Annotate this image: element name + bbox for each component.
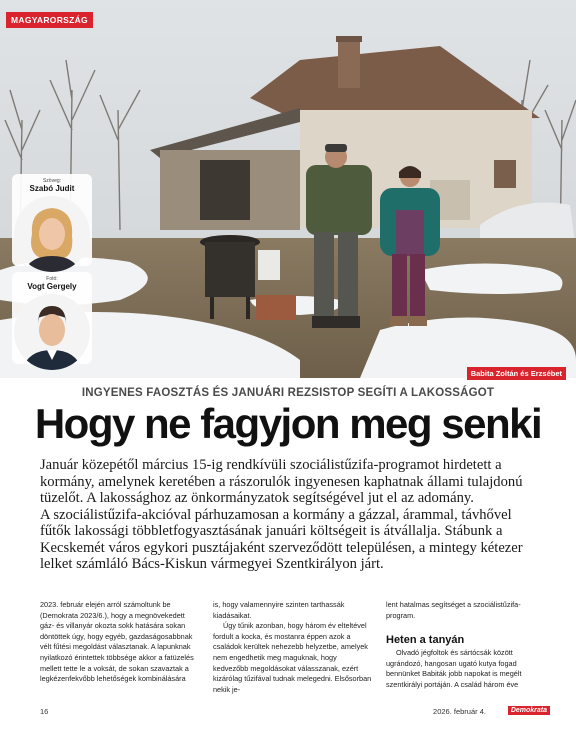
section-subhead: Heten a tanyán [386, 634, 465, 647]
author-writer [14, 178, 90, 272]
portrait-image [14, 196, 90, 272]
author-role: Szöveg: [42, 178, 62, 184]
lead-part: A szociálistűzifa-akcióval párhuzamosan a kormány a gázzal, árammal, távhővel fűtők lakossági többletfogyasztásának januári költségeit is átvállalja. Stábunk a Kecskemét város egykori pusztájaként szerveződött településen, a mintegy kétezer lelket számláló Bács-Kiskun vármegyei Szentkirályon járt. [40, 506, 523, 572]
section-tag: MAGYARORSZÁG [6, 12, 93, 28]
author-portrait [14, 196, 90, 272]
magazine-logo: Demokrata [508, 706, 550, 715]
body-column-2 [213, 600, 373, 695]
lead-paragraph [40, 457, 540, 573]
author-role: Fotó: [46, 276, 58, 282]
lead-part: Január közepétől március 15-ig rendkívüli szociálistűzifa-programot hirdetett a kormány, amelynek keretében a rászorulók ingyenesen kaphatnak állami tulajdonú tüzelőt. A lakossághoz az önkormányzatok segítségével jut el az adomány. [40, 457, 523, 506]
body-column-3 [386, 600, 546, 691]
issue-date: 2026. február 4. [433, 707, 486, 716]
author-name: Vogt Gergely [27, 282, 77, 291]
page-number: 16 [40, 707, 49, 716]
author-portrait [14, 294, 90, 370]
body-text: 2023. február elején arról számoltunk be (Demokrata 2023/6.), hogy a megnövekedett gáz- és villanyár okozta sokk hatására sokan döntöttek úgy, hogy egyéb, gazdaságosabbnak vélt fűtési megoldást választanak. A lapunknak nyilatkozó érintettek többsége akkor a fatüzelés mellett tette le a voksát, de sokan szavaztak a legkézenfekvőbb lehetőségek kombinálására [40, 600, 194, 684]
body-text: Úgy tűnik azonban, hogy három év elteltével fordult a kocka, és mostanra éppen azok a családok kerültek nehezebb helyzetbe, amelyek nem engedhetik meg maguknak, hogy kedvezőbb megoldásokat válasszanak, ezért kizárólag tűzifával tudnak melegedni. Elsősorban nekik je- [213, 621, 372, 694]
body-text: is, hogy valamennyire szinten tarthassák kiadásaikat. [213, 600, 345, 620]
body-columns [40, 600, 550, 700]
portrait-image [14, 294, 90, 370]
kicker: INGYENES FAOSZTÁS ÉS JANUÁRI REZSISTOP SEGÍTI A LAKOSSÁGOT [81, 387, 495, 399]
body-text: Olvadó jégfoltok és sártócsák között ugrándozó, hangosan ugató kutya fogad bennünket Babiták jobb napokat is megélt szentkirályi portáján. A család három éve [386, 648, 522, 689]
author-name: Szabó Judit [29, 184, 75, 193]
author-photographer [14, 276, 90, 370]
body-text: lent hatalmas segítséget a szociálistűzifa-program. [386, 600, 521, 620]
headline: Hogy ne fagyjon meg senki [34, 400, 542, 447]
photo-caption: Babita Zoltán és Erzsébet [467, 367, 566, 380]
body-column-1 [40, 600, 200, 685]
